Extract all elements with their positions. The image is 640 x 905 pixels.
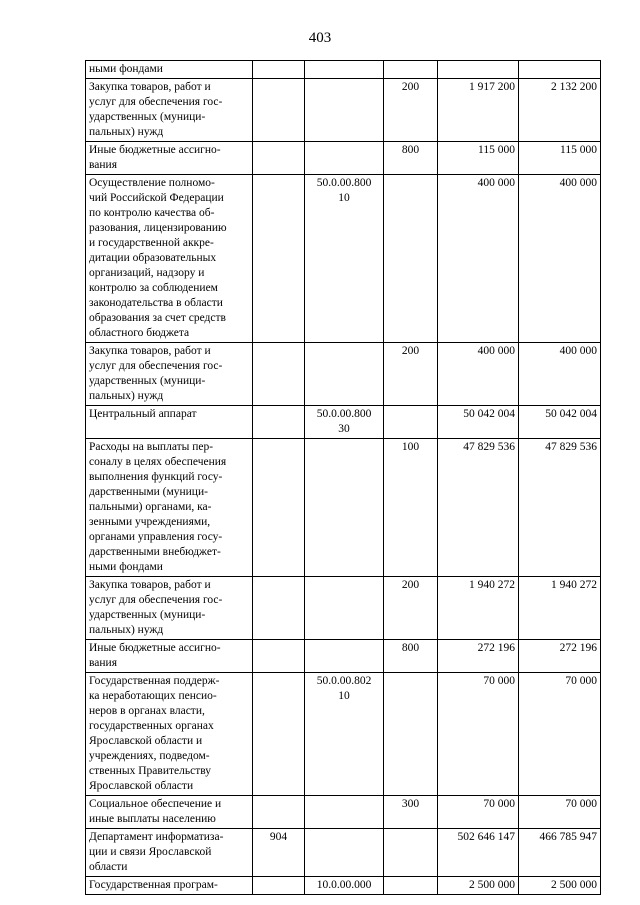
item-name-cell-line: Иные бюджетные ассигно-	[89, 144, 221, 156]
target-article-cell	[305, 406, 384, 439]
amount-year2-cell: 115 000	[519, 142, 601, 175]
item-name-cell-line: образования за счет средств	[89, 312, 226, 324]
department-code-cell	[253, 79, 305, 142]
table-row	[86, 829, 601, 877]
expense-type-cell: 300	[384, 796, 438, 829]
expense-type-cell	[384, 829, 438, 877]
item-name-cell-line: пальными) органами, ка-	[89, 501, 212, 513]
target-article-cell	[305, 829, 384, 877]
item-name-cell-line: неров в органах власти,	[89, 705, 205, 717]
table-row	[86, 796, 601, 829]
item-name-cell	[86, 577, 253, 640]
amount-year2-cell: 466 785 947	[519, 829, 601, 877]
target-article-cell-line: 10	[338, 690, 350, 702]
amount-year2-cell: 2 132 200	[519, 79, 601, 142]
item-name-cell-line: ции и связи Ярославской	[89, 846, 212, 858]
item-name-cell-line: организаций, надзору и	[89, 267, 205, 279]
department-code-cell	[253, 577, 305, 640]
target-article-cell	[305, 577, 384, 640]
item-name-cell-line: областного бюджета	[89, 327, 190, 339]
expense-type-cell: 800	[384, 142, 438, 175]
item-name-cell-line: иные выплаты населению	[89, 813, 216, 825]
department-code-cell	[253, 877, 305, 895]
item-name-cell	[86, 142, 253, 175]
budget-table-body	[86, 61, 601, 895]
amount-year1-cell: 70 000	[438, 796, 519, 829]
table-row	[86, 439, 601, 577]
item-name-cell-line: Закупка товаров, работ и	[89, 579, 211, 591]
expense-type-cell: 100	[384, 439, 438, 577]
item-name-cell-line: дарственными внебюджет-	[89, 546, 221, 558]
item-name-cell-line: ными фондами	[89, 561, 163, 573]
item-name-cell-line: законодательства в области	[89, 297, 223, 309]
department-code-cell	[253, 61, 305, 79]
table-row	[86, 877, 601, 895]
department-code-cell	[253, 175, 305, 343]
item-name-cell-line: Социальное обеспечение и	[89, 798, 222, 810]
expense-type-cell	[384, 877, 438, 895]
target-article-cell	[305, 640, 384, 673]
item-name-cell-line: и государственной аккре-	[89, 237, 214, 249]
item-name-cell-line: Государственная поддерж-	[89, 675, 220, 687]
item-name-cell-line: области	[89, 861, 128, 873]
department-code-cell: 904	[253, 829, 305, 877]
item-name-cell-line: выполнения функций госу-	[89, 471, 223, 483]
item-name-cell-line: дитации образовательных	[89, 252, 217, 264]
amount-year2-cell: 47 829 536	[519, 439, 601, 577]
amount-year2-cell: 2 500 000	[519, 877, 601, 895]
table-row	[86, 406, 601, 439]
expense-type-cell: 200	[384, 79, 438, 142]
amount-year1-cell: 400 000	[438, 343, 519, 406]
item-name-cell-line: вания	[89, 159, 117, 171]
item-name-cell-line: государственных органах	[89, 720, 214, 732]
department-code-cell	[253, 673, 305, 796]
item-name-cell-line: по контролю качества об-	[89, 207, 215, 219]
department-code-cell	[253, 640, 305, 673]
target-article-cell	[305, 142, 384, 175]
item-name-cell	[86, 673, 253, 796]
item-name-cell-line: Ярославской области	[89, 780, 194, 792]
amount-year2-cell: 400 000	[519, 175, 601, 343]
item-name-cell-line: услуг для обеспечения гос-	[89, 96, 223, 108]
item-name-cell-line: ственных Правительству	[89, 765, 212, 777]
item-name-cell-line: Закупка товаров, работ и	[89, 81, 211, 93]
amount-year1-cell: 70 000	[438, 673, 519, 796]
target-article-cell	[305, 439, 384, 577]
amount-year2-cell: 70 000	[519, 673, 601, 796]
item-name-cell	[86, 61, 253, 79]
expense-type-cell	[384, 673, 438, 796]
budget-table	[85, 60, 601, 895]
amount-year1-cell: 115 000	[438, 142, 519, 175]
expense-type-cell	[384, 175, 438, 343]
amount-year2-cell: 50 042 004	[519, 406, 601, 439]
amount-year2-cell: 70 000	[519, 796, 601, 829]
page-number: 403	[308, 30, 332, 46]
item-name-cell-line: Осуществление полномо-	[89, 177, 215, 189]
target-article-cell	[305, 673, 384, 796]
table-row	[86, 343, 601, 406]
table-row	[86, 640, 601, 673]
item-name-cell-line: пальных) нужд	[89, 390, 164, 402]
item-name-cell	[86, 877, 253, 895]
item-name-cell-line: Государственная програм-	[89, 879, 218, 891]
target-article-cell-line: 10	[338, 192, 350, 204]
item-name-cell-line: зенными учреждениями,	[89, 516, 211, 528]
item-name-cell	[86, 796, 253, 829]
item-name-cell-line: вания	[89, 657, 117, 669]
item-name-cell-line: Ярославской области и	[89, 735, 203, 747]
item-name-cell	[86, 79, 253, 142]
expense-type-cell: 200	[384, 577, 438, 640]
item-name-cell-line: пальных) нужд	[89, 624, 164, 636]
item-name-cell-line: Закупка товаров, работ и	[89, 345, 211, 357]
amount-year2-cell	[519, 61, 601, 79]
item-name-cell-line: органами управления госу-	[89, 531, 223, 543]
expense-type-cell: 200	[384, 343, 438, 406]
table-row	[86, 175, 601, 343]
department-code-cell	[253, 343, 305, 406]
target-article-cell	[305, 877, 384, 895]
target-article-cell-line: 30	[338, 423, 350, 435]
item-name-cell-line: дарственными (муници-	[89, 486, 208, 498]
item-name-cell-line: ка неработающих пенсио-	[89, 690, 217, 702]
item-name-cell-line: контролю за соблюдением	[89, 282, 218, 294]
target-article-cell	[305, 175, 384, 343]
target-article-cell	[305, 343, 384, 406]
amount-year1-cell: 1 940 272	[438, 577, 519, 640]
amount-year1-cell: 50 042 004	[438, 406, 519, 439]
table-row	[86, 61, 601, 79]
amount-year1-cell: 47 829 536	[438, 439, 519, 577]
item-name-cell-line: услуг для обеспечения гос-	[89, 360, 223, 372]
target-article-cell	[305, 796, 384, 829]
item-name-cell-line: Департамент информатиза-	[89, 831, 224, 843]
amount-year1-cell	[438, 61, 519, 79]
table-row	[86, 673, 601, 796]
expense-type-cell	[384, 406, 438, 439]
department-code-cell	[253, 406, 305, 439]
item-name-cell-line: Центральный аппарат	[89, 408, 197, 420]
amount-year1-cell: 2 500 000	[438, 877, 519, 895]
amount-year2-cell: 400 000	[519, 343, 601, 406]
target-article-cell-line: 50.0.00.800	[316, 408, 372, 420]
item-name-cell-line: услуг для обеспечения гос-	[89, 594, 223, 606]
item-name-cell-line: разования, лицензированию	[89, 222, 227, 234]
item-name-cell	[86, 640, 253, 673]
item-name-cell-line: ударственных (муници-	[89, 609, 206, 621]
table-row	[86, 79, 601, 142]
item-name-cell-line: ударственных (муници-	[89, 375, 206, 387]
target-article-cell	[305, 79, 384, 142]
item-name-cell	[86, 406, 253, 439]
amount-year1-cell: 272 196	[438, 640, 519, 673]
target-article-cell-line: 50.0.00.802	[316, 675, 372, 687]
item-name-cell	[86, 175, 253, 343]
expense-type-cell: 800	[384, 640, 438, 673]
expense-type-cell	[384, 61, 438, 79]
department-code-cell	[253, 796, 305, 829]
target-article-cell-line: 50.0.00.800	[316, 177, 372, 189]
item-name-cell-line: ными фондами	[89, 63, 163, 75]
item-name-cell-line: ударственных (муници-	[89, 111, 206, 123]
amount-year2-cell: 1 940 272	[519, 577, 601, 640]
department-code-cell	[253, 439, 305, 577]
amount-year1-cell: 502 646 147	[438, 829, 519, 877]
item-name-cell-line: Расходы на выплаты пер-	[89, 441, 214, 453]
item-name-cell-line: чий Российской Федерации	[89, 192, 224, 204]
target-article-cell-line: 10.0.00.000	[316, 879, 372, 891]
department-code-cell	[253, 142, 305, 175]
item-name-cell-line: соналу в целях обеспечения	[89, 456, 227, 468]
table-row	[86, 577, 601, 640]
amount-year2-cell: 272 196	[519, 640, 601, 673]
item-name-cell	[86, 829, 253, 877]
item-name-cell	[86, 343, 253, 406]
item-name-cell-line: учреждениях, подведом-	[89, 750, 210, 762]
target-article-cell	[305, 61, 384, 79]
amount-year1-cell: 400 000	[438, 175, 519, 343]
amount-year1-cell: 1 917 200	[438, 79, 519, 142]
item-name-cell-line: пальных) нужд	[89, 126, 164, 138]
table-row	[86, 142, 601, 175]
item-name-cell	[86, 439, 253, 577]
item-name-cell-line: Иные бюджетные ассигно-	[89, 642, 221, 654]
